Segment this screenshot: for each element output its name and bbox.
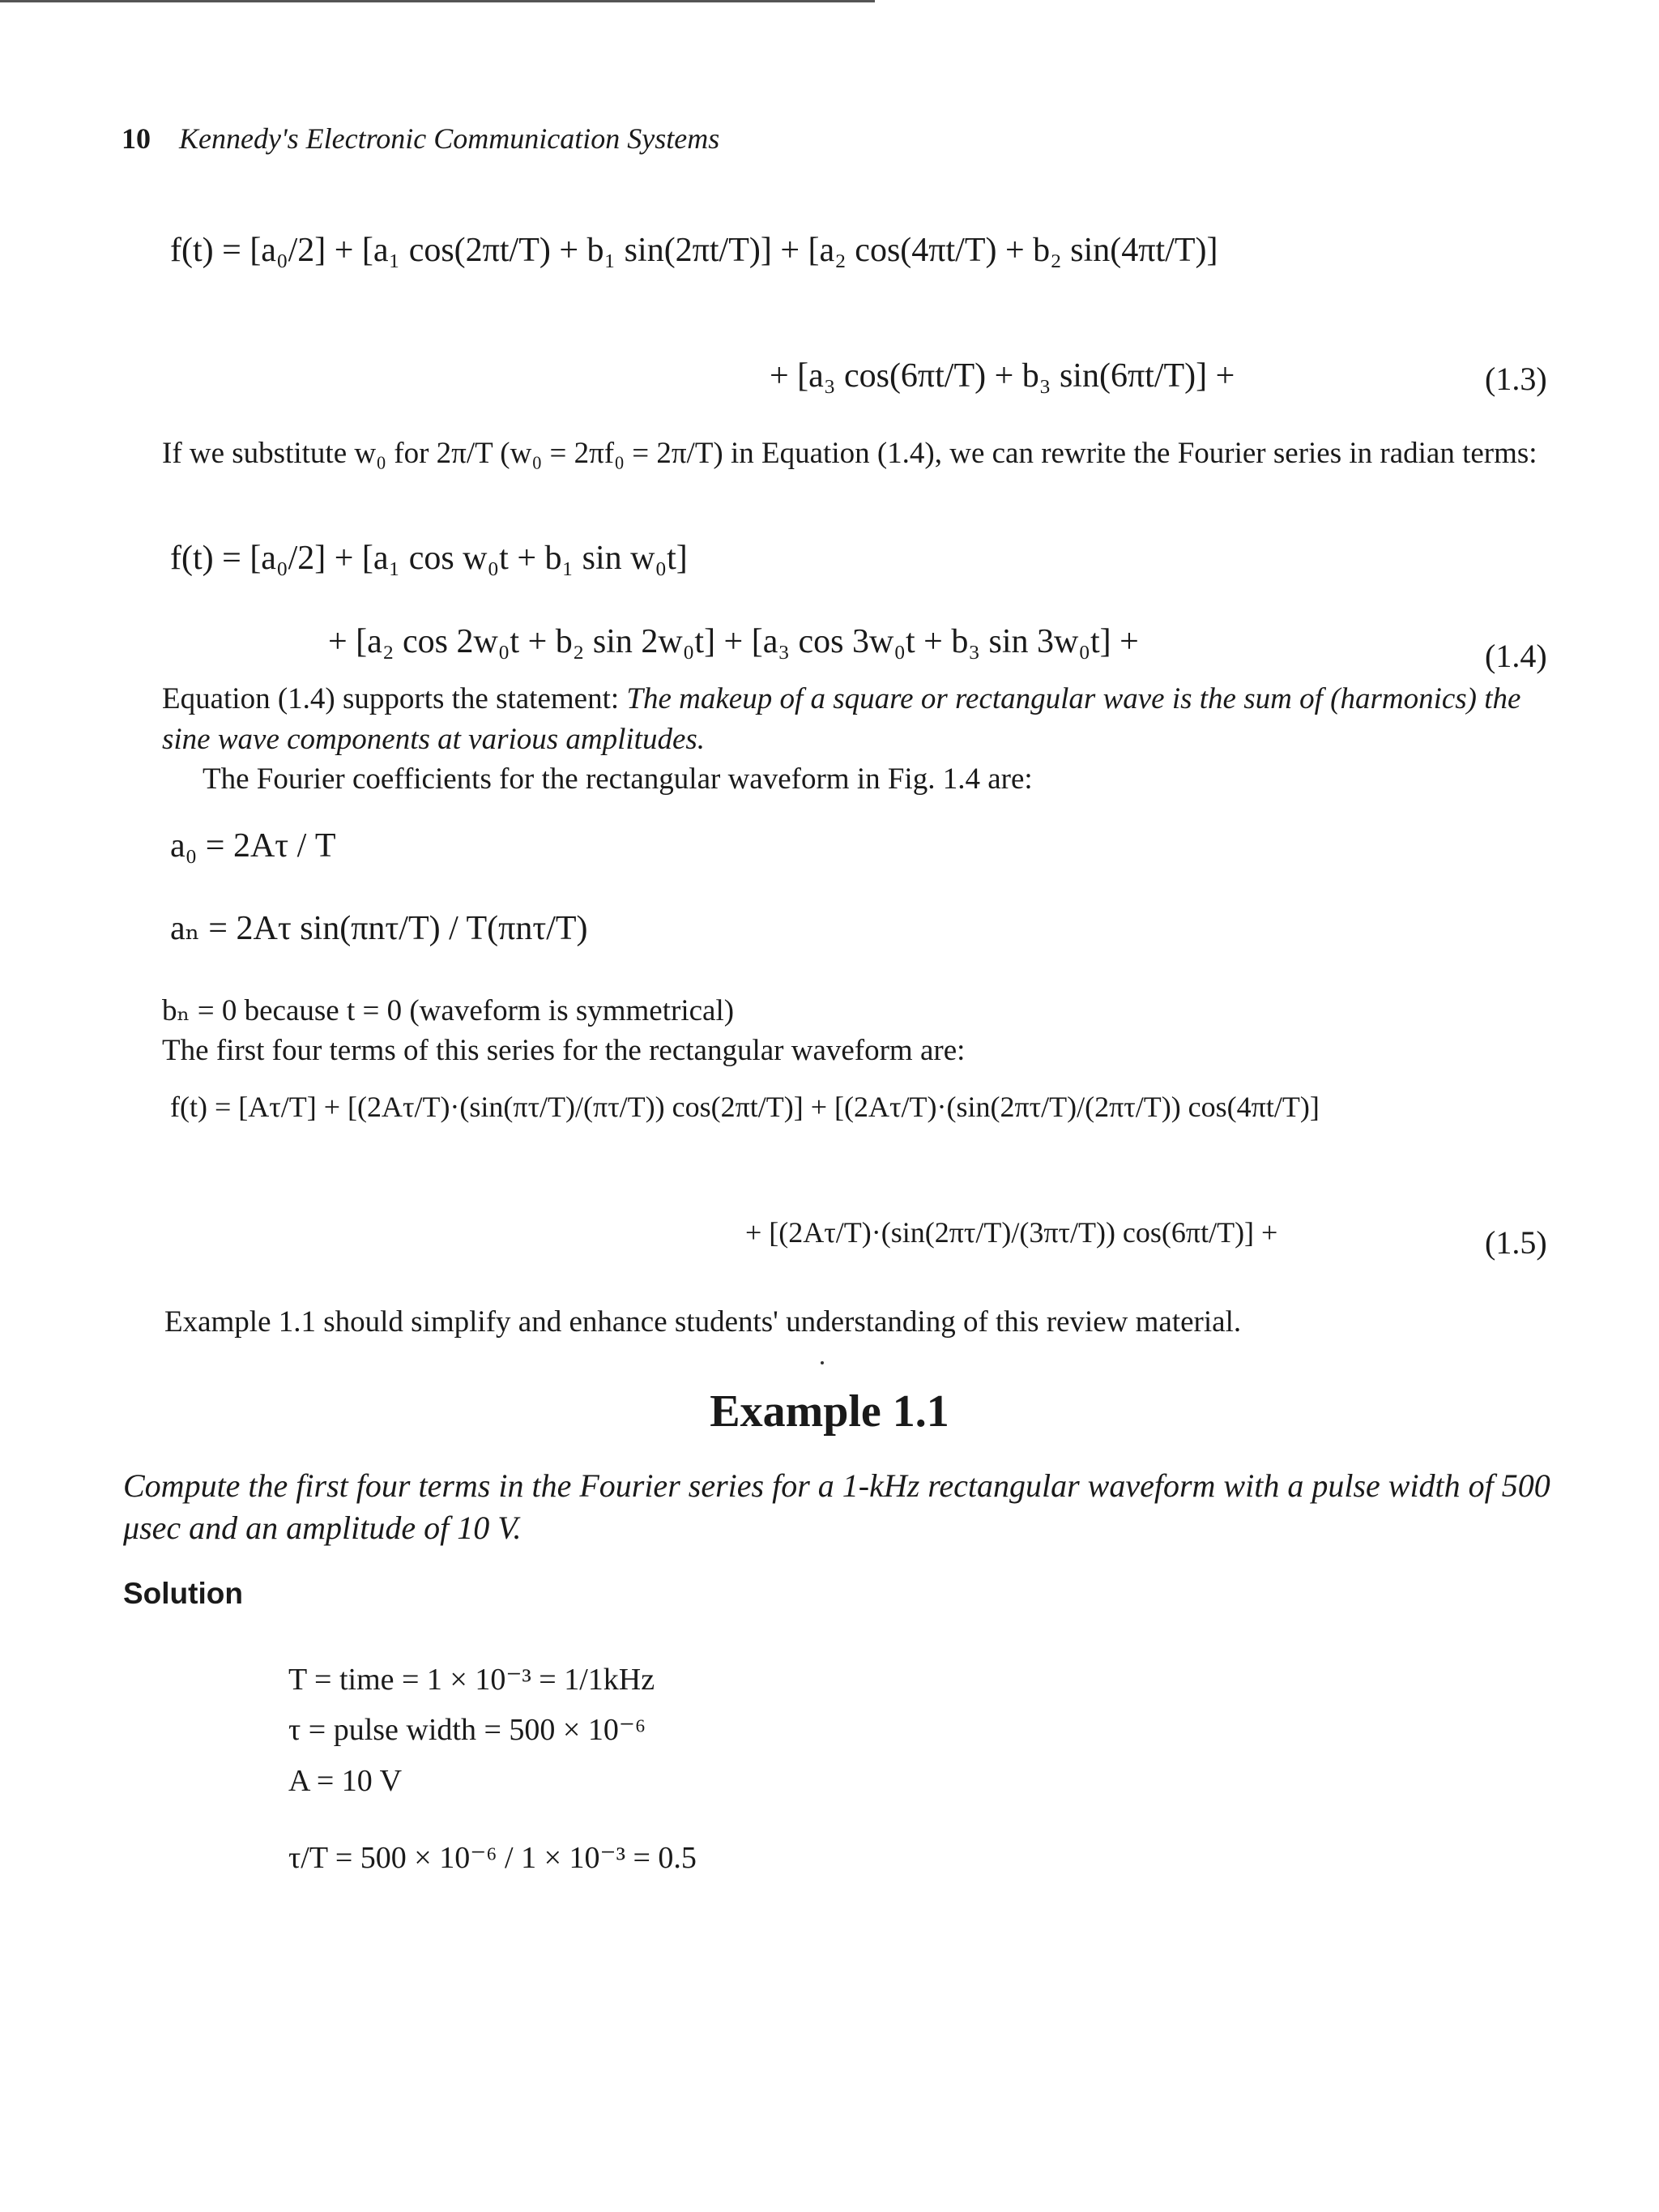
coefficient-bn: bₙ = 0 because t = 0 (waveform is symmetrical) [162, 994, 735, 1027]
equation-1-3-number: (1.3) [1485, 361, 1547, 397]
solution-step: τ = pulse width = 500 × 10⁻⁶ [288, 1713, 646, 1747]
equation-1-5-number: (1.5) [1485, 1224, 1547, 1261]
statement-italic: The makeup of a square or rectangular wave is the sum of (harmonics) the sine wave components at various amplitudes. [162, 682, 1521, 756]
equation-1-4-number: (1.4) [1485, 638, 1547, 674]
example-title: Example 1.1 [710, 1386, 949, 1437]
top-rule [0, 0, 875, 2]
coefficient-a0: a₀ = 2Aτ / T [170, 827, 336, 865]
solution-label: Solution [123, 1577, 243, 1610]
example-task: Compute the first four terms in the Fourier series for a 1-kHz rectangular waveform with a pulse width of 500 μsec and an amplitude of 10 V. [123, 1467, 1550, 1546]
page-number: 10 [122, 122, 151, 155]
paragraph-coefficients: The Fourier coefficients for the rectangular waveform in Fig. 1.4 are: [203, 762, 1033, 796]
stray-dot [821, 1361, 824, 1364]
coefficient-an: aₙ = 2Aτ sin(πnτ/T) / T(πnτ/T) [170, 910, 588, 947]
paragraph-substitute: If we substitute w₀ for 2π/T (w₀ = 2πf₀ = 2π/T) in Equation (1.4), we can rewrite the Fourier series in radian terms: [162, 437, 1537, 470]
equation-1-3-line2: + [a₃ cos(6πt/T) + b₃ sin(6πt/T)] + [770, 357, 1235, 395]
equation-1-5-line2: + [(2Aτ/T)·(sin(2πτ/T)/(3πτ/T)) cos(6πt/T)] + [745, 1216, 1278, 1249]
book-title: Kennedy's Electronic Communication Systems [179, 122, 720, 155]
statement-lead: Equation (1.4) supports the statement: [162, 682, 627, 715]
paragraph-example-intro: Example 1.1 should simplify and enhance students' understanding of this review material. [164, 1305, 1242, 1339]
paragraph-statement [162, 679, 1539, 760]
solution-step: T = time = 1 × 10⁻³ = 1/1kHz [288, 1663, 655, 1697]
solution-step: A = 10 V [288, 1764, 403, 1798]
equation-1-5-line1: f(t) = [Aτ/T] + [(2Aτ/T)·(sin(πτ/T)/(πτ/T)) cos(2πt/T)] + [(2Aτ/T)·(sin(2πτ/T)/(2πτ/T)) cos(4πt/T)] [170, 1091, 1320, 1123]
equation-1-3-line1: f(t) = [a₀/2] + [a₁ cos(2πt/T) + b₁ sin(2πt/T)] + [a₂ cos(4πt/T) + b₂ sin(4πt/T)] [170, 232, 1218, 269]
paragraph-first-four-terms: The first four terms of this series for the rectangular waveform are: [162, 1034, 966, 1067]
equation-1-4-line2: + [a₂ cos 2w₀t + b₂ sin 2w₀t] + [a₃ cos 3w₀t + b₃ sin 3w₀t] + [328, 623, 1139, 660]
equation-1-4-line1: f(t) = [a₀/2] + [a₁ cos w₀t + b₁ sin w₀t] [170, 540, 688, 577]
page-header [122, 122, 719, 156]
solution-step: τ/T = 500 × 10⁻⁶ / 1 × 10⁻³ = 0.5 [288, 1841, 697, 1875]
